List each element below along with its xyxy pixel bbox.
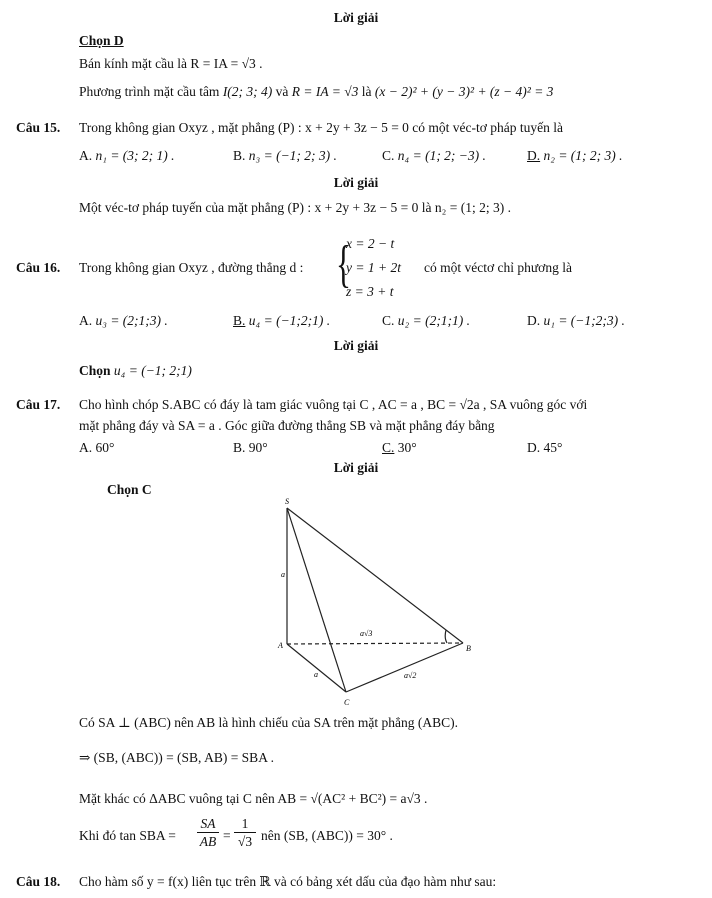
vertex-a: A <box>278 641 283 650</box>
prev-line2-and: và <box>275 84 289 99</box>
option-label: C. <box>382 313 395 328</box>
q16-system-x: x = 2 − t <box>346 236 395 251</box>
prev-choice: Chọn D <box>79 33 124 48</box>
edge-ab-hidden <box>287 643 463 644</box>
pyramid-figure <box>250 495 490 710</box>
q17-sol2: ⇒ (SB, (ABC)) = (SB, AB) = SBA . <box>79 750 274 765</box>
option-label: D. <box>527 440 541 455</box>
option-value: 90° <box>248 440 268 455</box>
edge-sc <box>287 508 346 692</box>
label-sa: a <box>281 570 285 579</box>
q15-option-a <box>79 148 175 164</box>
prev-solution-title: Lời giải <box>333 10 379 25</box>
option-value: u₂ = (2;1;1) . <box>397 313 471 328</box>
frac2-num: 1 <box>234 816 256 833</box>
q17-option-b <box>233 440 268 456</box>
label-bc: a√2 <box>404 671 417 680</box>
vertex-b: B <box>466 644 471 653</box>
option-value: u₁ = (−1;2;3) . <box>543 313 625 328</box>
sol4-pre: Khi đó tan SBA = <box>79 828 176 843</box>
edge-cb <box>346 643 463 692</box>
option-label: A. <box>79 440 93 455</box>
option-value: n₄ = (1; 2; −3) . <box>397 148 486 163</box>
q16-system-z: z = 3 + t <box>346 284 394 299</box>
option-label: C. <box>382 440 395 455</box>
q15-text: Trong không gian Oxyz , mặt phẳng (P) : x + 2y + 3z − 5 = 0 có một véc-tơ pháp tuyến là <box>79 120 564 135</box>
q16-text-before: Trong không gian Oxyz , đường thẳng d : <box>79 260 304 275</box>
edge-ac <box>287 644 346 692</box>
prev-line2-eq: (x − 2)² + (y − 3)² + (z − 4)² = 3 <box>374 84 554 99</box>
option-label: D. <box>527 313 541 328</box>
prev-line2-center: I(2; 3; 4) <box>222 84 273 99</box>
sol4-frac2 <box>234 816 256 851</box>
option-value: u₃ = (2;1;3) . <box>95 313 168 328</box>
option-label: B. <box>233 148 246 163</box>
q17-option-d <box>527 440 562 456</box>
frac1-den: AB <box>199 834 217 849</box>
q16-choice <box>79 363 192 379</box>
q16-solution-title: Lời giải <box>333 338 379 353</box>
q15-option-c <box>382 148 486 164</box>
q15-number: Câu 15. <box>16 120 61 135</box>
option-value: 45° <box>543 440 563 455</box>
q16-brace: { <box>336 236 351 293</box>
frac1-num: SA <box>197 816 219 833</box>
q17-line1: Cho hình chóp S.ABC có đáy là tam giác vuông tại C , AC = a , BC = √2a , SA vuông góc với <box>79 397 588 412</box>
q17-sol3: Mặt khác có ΔABC vuông tại C nên AB = √(AC² + BC²) = a√3 . <box>79 791 428 806</box>
label-ac: a <box>314 670 318 679</box>
option-label: A. <box>79 313 93 328</box>
q17-line2: mặt phẳng đáy và SA = a . Góc giữa đường thẳng SB và mặt phẳng đáy bằng <box>79 418 495 433</box>
q16-choice-value: u₄ = (−1; 2;1) <box>113 363 192 378</box>
q15-option-b <box>233 148 337 164</box>
option-value: n₁ = (3; 2; 1) . <box>95 148 175 163</box>
q15-option-d <box>527 148 623 164</box>
q16-option-c <box>382 313 470 329</box>
sol4-eq: = <box>223 828 231 843</box>
option-label: B. <box>233 440 246 455</box>
option-value: u₄ = (−1;2;1) . <box>248 313 331 328</box>
vertex-c: C <box>344 698 350 707</box>
q17-solution-title: Lời giải <box>333 460 379 475</box>
option-value: 30° <box>397 440 417 455</box>
q16-system-y: y = 1 + 2t <box>346 260 401 275</box>
sol4-frac1 <box>197 816 219 851</box>
q16-option-b <box>233 313 330 329</box>
frac2-den: √3 <box>237 834 253 849</box>
option-value: n₃ = (−1; 2; 3) . <box>248 148 337 163</box>
q15-solution-title: Lời giải <box>333 175 379 190</box>
option-label: A. <box>79 148 93 163</box>
q16-text-after: có một véctơ chỉ phương là <box>424 260 572 275</box>
q17-number: Câu 17. <box>16 397 61 412</box>
option-value: 60° <box>95 440 115 455</box>
q16-number: Câu 16. <box>16 260 61 275</box>
prev-line2-is: là <box>361 84 372 99</box>
vertex-s: S <box>285 497 289 506</box>
edge-sb <box>287 508 463 643</box>
label-ab: a√3 <box>360 629 373 638</box>
angle-arc-b <box>445 630 447 643</box>
prev-line2 <box>79 84 553 100</box>
prev-line2-radius: R = IA = √3 <box>291 84 359 99</box>
prev-line1: Bán kính mặt cầu là R = IA = √3 . <box>79 56 263 71</box>
q17-sol1: Có SA ⊥ (ABC) nên AB là hình chiếu của SA trên mặt phẳng (ABC). <box>79 715 459 730</box>
q18-number: Câu 18. <box>16 874 61 889</box>
q17-choice: Chọn C <box>107 482 152 497</box>
q16-choice-word: Chọn <box>79 363 111 378</box>
q18-text: Cho hàm số y = f(x) liên tục trên ℝ và có bảng xét dấu của đạo hàm như sau: <box>79 874 497 889</box>
sol4-post: nên (SB, (ABC)) = 30° . <box>261 828 393 843</box>
prev-line2-text: Phương trình mặt cầu tâm <box>79 84 220 99</box>
option-label: C. <box>382 148 395 163</box>
option-label: B. <box>233 313 246 328</box>
q16-option-d <box>527 313 625 329</box>
q17-option-c <box>382 440 417 456</box>
option-label: D. <box>527 148 541 163</box>
q15-solution: Một véc-tơ pháp tuyến của mặt phẳng (P) : x + 2y + 3z − 5 = 0 là n₂ = (1; 2; 3) . <box>79 200 511 215</box>
q16-option-a <box>79 313 168 329</box>
q17-option-a <box>79 440 114 456</box>
option-value: n₂ = (1; 2; 3) . <box>543 148 623 163</box>
